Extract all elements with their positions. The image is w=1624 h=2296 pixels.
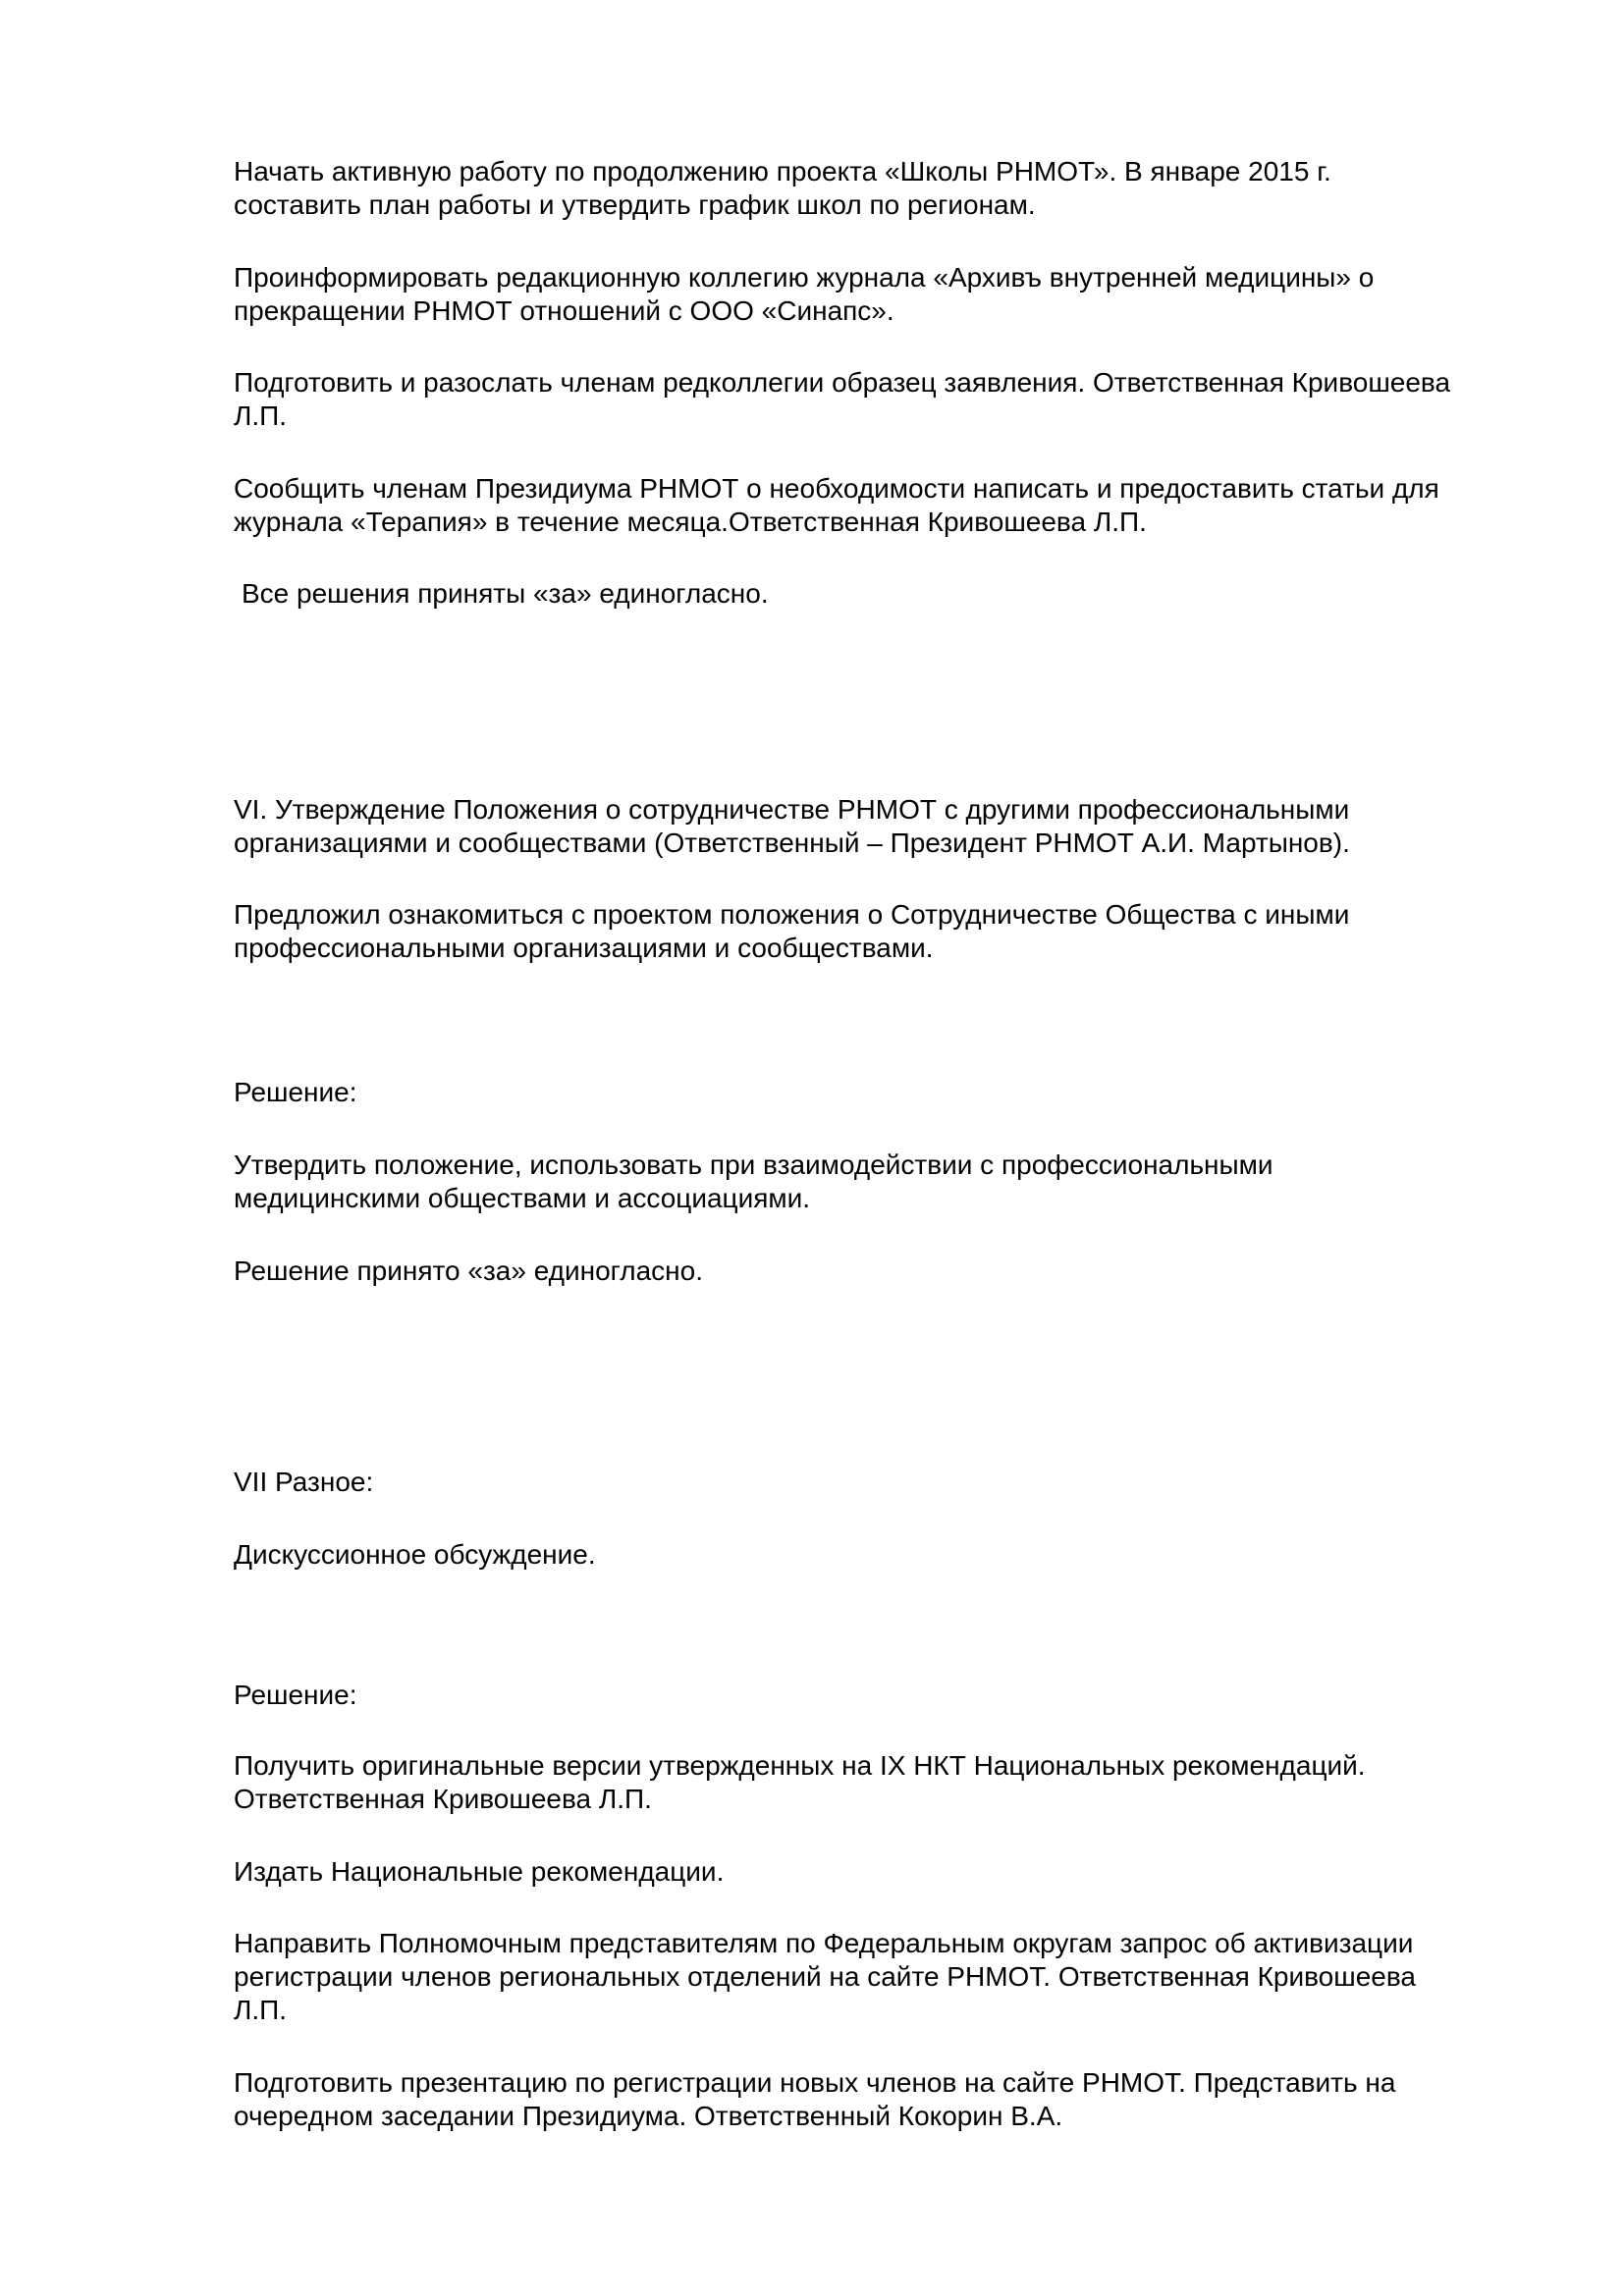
decision-label bbox=[234, 1679, 1540, 1712]
text-line: Решение: bbox=[234, 1680, 357, 1710]
text-line: Л.П. bbox=[234, 1995, 288, 2025]
paragraph-registration-request bbox=[234, 1927, 1540, 2027]
paragraph-publish-recommendations bbox=[234, 1855, 1540, 1889]
text-line: составить план работы и утвердить график школ по регионам. bbox=[234, 189, 1036, 220]
text-line: Решение принято «за» единогласно. bbox=[234, 1255, 703, 1286]
text-line: Дискуссионное обсуждение. bbox=[234, 1539, 596, 1570]
text-line: Подготовить презентацию по регистрации новых членов на сайте РНМОТ. Представить на bbox=[234, 2067, 1396, 2098]
paragraph-approve-regulation bbox=[234, 1148, 1540, 1215]
text-line: Сообщить членам Президиума РНМОТ о необходимости написать и предоставить статьи для bbox=[234, 473, 1439, 504]
text-line: VI. Утверждение Положения о сотрудничестве РНМОТ с другими профессиональными bbox=[234, 794, 1350, 825]
paragraph-schools-project bbox=[234, 155, 1540, 222]
section-heading-vi bbox=[234, 793, 1540, 860]
paragraph-notify-presidium bbox=[234, 472, 1540, 539]
text-line: Решение: bbox=[234, 1077, 357, 1107]
text-line: Предложил ознакомиться с проектом положения о Сотрудничестве Общества с иными bbox=[234, 899, 1350, 930]
text-line: Начать активную работу по продолжению проекта «Школы РНМОТ». В январе 2015 г. bbox=[234, 156, 1331, 187]
text-line: журнала «Терапия» в течение месяца.Ответственная Кривошеева Л.П. bbox=[234, 507, 1147, 537]
text-line: Получить оригинальные версии утвержденных на IX НКТ Национальных рекомендаций. bbox=[234, 1750, 1366, 1781]
paragraph-inform-editorial-board bbox=[234, 261, 1540, 328]
paragraph-discussion bbox=[234, 1538, 1540, 1572]
section-heading-vii bbox=[234, 1466, 1540, 1499]
text-line: Направить Полномочным представителям по Федеральным округам запрос об активизации bbox=[234, 1928, 1414, 1958]
paragraph-unanimous-decisions bbox=[242, 577, 1547, 611]
paragraph-proposal bbox=[234, 898, 1540, 965]
decision-label bbox=[234, 1076, 1540, 1109]
text-line: Проинформировать редакционную коллегию журнала «Архивъ внутренней медицины» о bbox=[234, 262, 1375, 293]
text-line: Все решения приняты «за» единогласно. bbox=[242, 578, 769, 609]
text-line: организациями и сообществами (Ответственный – Президент РНМОТ А.И. Мартынов). bbox=[234, 828, 1350, 858]
text-line: Ответственная Кривошеева Л.П. bbox=[234, 1784, 652, 1814]
text-line: Л.П. bbox=[234, 400, 288, 431]
text-line: Издать Национальные рекомендации. bbox=[234, 1856, 725, 1887]
text-line: прекращении РНМОТ отношений с ООО «Синапс». bbox=[234, 295, 894, 326]
text-line: Утвердить положение, использовать при взаимодействии с профессиональными bbox=[234, 1149, 1273, 1180]
text-line: VII Разное: bbox=[234, 1467, 374, 1497]
paragraph-decision-unanimous bbox=[234, 1255, 1540, 1288]
text-line: медицинскими обществами и ассоциациями. bbox=[234, 1183, 811, 1213]
text-line: Подготовить и разослать членам редколлегии образец заявления. Ответственная Кривошеева bbox=[234, 367, 1451, 398]
paragraph-original-versions bbox=[234, 1749, 1540, 1816]
text-line: профессиональными организациями и сообществами. bbox=[234, 933, 934, 963]
text-line: регистрации членов региональных отделений на сайте РНМОТ. Ответственная Кривошеева bbox=[234, 1961, 1416, 1992]
paragraph-application-form bbox=[234, 366, 1540, 433]
paragraph-presentation bbox=[234, 2066, 1540, 2133]
text-line: очередном заседании Президиума. Ответственный Кокорин В.А. bbox=[234, 2101, 1063, 2131]
